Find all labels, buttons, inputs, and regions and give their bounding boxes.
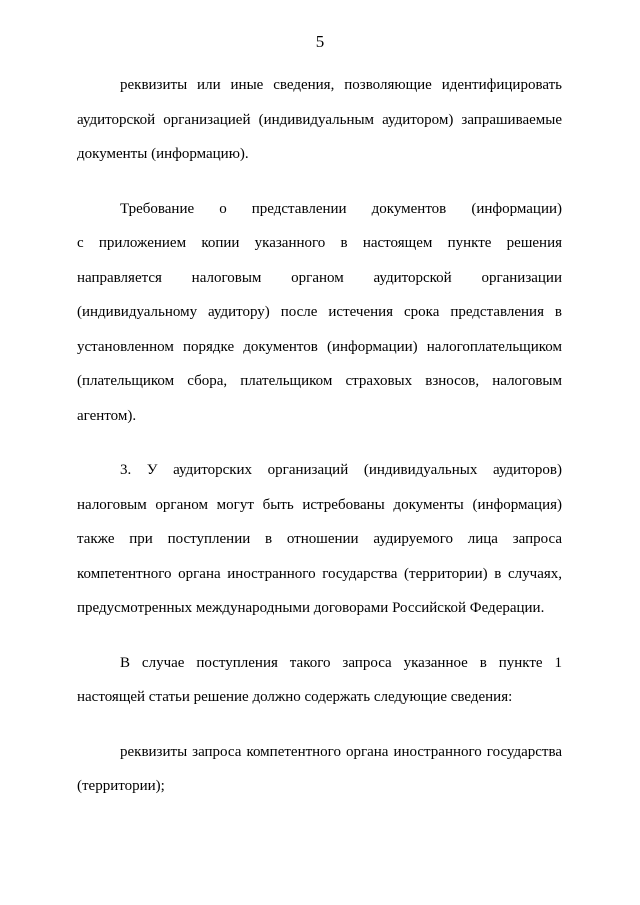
paragraph-1 (77, 68, 562, 172)
text-line: (территории); (77, 778, 165, 794)
text-line: установленном порядке документов (информации) налогоплательщиком (77, 338, 562, 355)
text-line: настоящей статьи решение должно содержать следующие сведения: (77, 689, 513, 705)
paragraph-4 (77, 646, 562, 715)
text-line: (индивидуальному аудитору) после истечения срока представления в (77, 304, 562, 320)
text-line: аудиторской организацией (индивидуальным аудитором) запрашиваемые (77, 111, 562, 128)
text-line: документы (информацию). (77, 146, 249, 162)
paragraph-5 (77, 735, 562, 804)
text-line: Требование о представлении документов (информации) (120, 200, 562, 217)
text-line: направляется налоговым органом аудиторской организации (77, 269, 562, 286)
text-line: агентом). (77, 407, 137, 424)
text-line: с приложением копии указанного в настоящем пункте решения (77, 235, 562, 251)
text-line: реквизиты или иные сведения, позволяющие идентифицировать (120, 77, 562, 93)
document-body (77, 68, 562, 804)
text-line: компетентного органа иностранного государства (территории) в случаях, (77, 565, 562, 582)
paragraph-2 (77, 192, 562, 434)
text-line: налоговым органом могут быть истребованы документы (информация) (77, 496, 562, 513)
page-number: 5 (315, 32, 325, 51)
text-line: предусмотренных международными договорами Российской Федерации. (77, 600, 545, 616)
text-line: В случае поступления такого запроса указанное в пункте 1 (120, 654, 562, 671)
text-line: также при поступлении в отношении аудируемого лица запроса (77, 531, 562, 547)
paragraph-3 (77, 453, 562, 626)
text-line: (плательщиком сбора, плательщиком страховых взносов, налоговым (77, 373, 562, 389)
text-line: 3. У аудиторских организаций (индивидуальных аудиторов) (120, 462, 562, 478)
text-line: реквизиты запроса компетентного органа иностранного государства (120, 743, 562, 760)
